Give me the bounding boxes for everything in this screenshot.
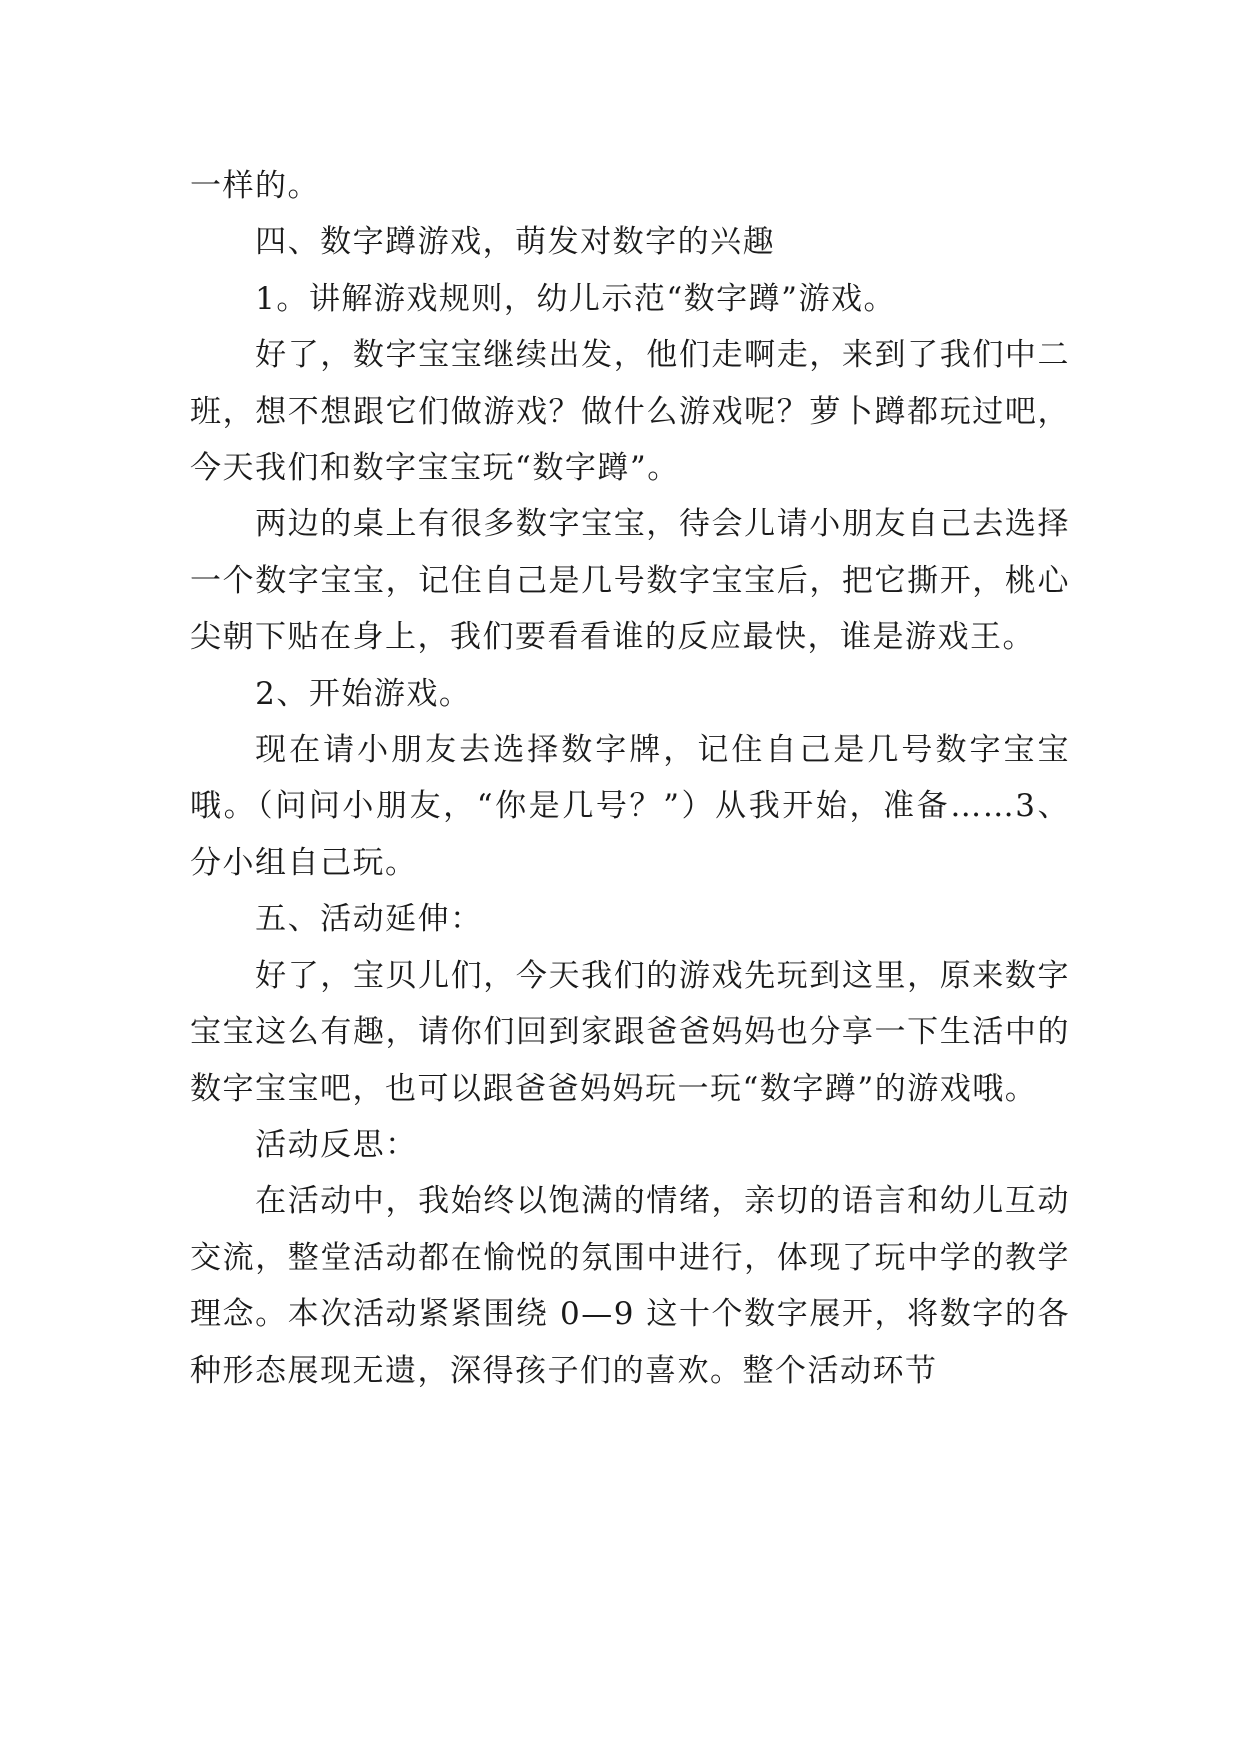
paragraph: 好了，宝贝儿们，今天我们的游戏先玩到这里，原来数字宝宝这么有趣，请你们回到家跟爸爸妈妈也分享一下生活中的数字宝宝吧，也可以跟爸爸妈妈玩一玩“数字蹲”的游戏哦。 <box>190 957 1070 1107</box>
step-heading: 2、开始游戏。 <box>255 675 472 712</box>
step-heading: 1。讲解游戏规则，幼儿示范“数字蹲”游戏。 <box>255 280 897 317</box>
paragraph: 一样的。 <box>190 168 320 204</box>
paragraph: 好了，数字宝宝继续出发，他们走啊走，来到了我们中二班，想不想跟它们做游戏？做什么游戏呢？萝卜蹲都玩过吧，今天我们和数字宝宝玩“数字蹲”。 <box>190 337 1070 487</box>
document-body <box>190 158 1070 1399</box>
paragraph: 两边的桌上有很多数字宝宝，待会儿请小朋友自己去选择一个数字宝宝，记住自己是几号数字宝宝后，把它撕开，桃心尖朝下贴在身上，我们要看看谁的反应最快，谁是游戏王。 <box>190 506 1070 656</box>
section-heading: 四、数字蹲游戏，萌发对数字的兴趣 <box>255 224 776 261</box>
paragraph: 现在请小朋友去选择数字牌，记住自己是几号数字宝宝哦。（问问小朋友，“你是几号？”）从我开始，准备……3、分小组自己玩。 <box>190 732 1070 881</box>
paragraph: 在活动中，我始终以饱满的情绪，亲切的语言和幼儿互动交流，整堂活动都在愉悦的氛围中进行，体现了玩中学的教学理念。本次活动紧紧围绕 0—9 这十个数字展开，将数字的各种形态展现无遗，深得孩子们的喜欢。整个活动环节 <box>190 1183 1070 1389</box>
section-heading: 活动反思： <box>255 1126 418 1163</box>
section-heading: 五、活动延伸： <box>255 901 483 938</box>
